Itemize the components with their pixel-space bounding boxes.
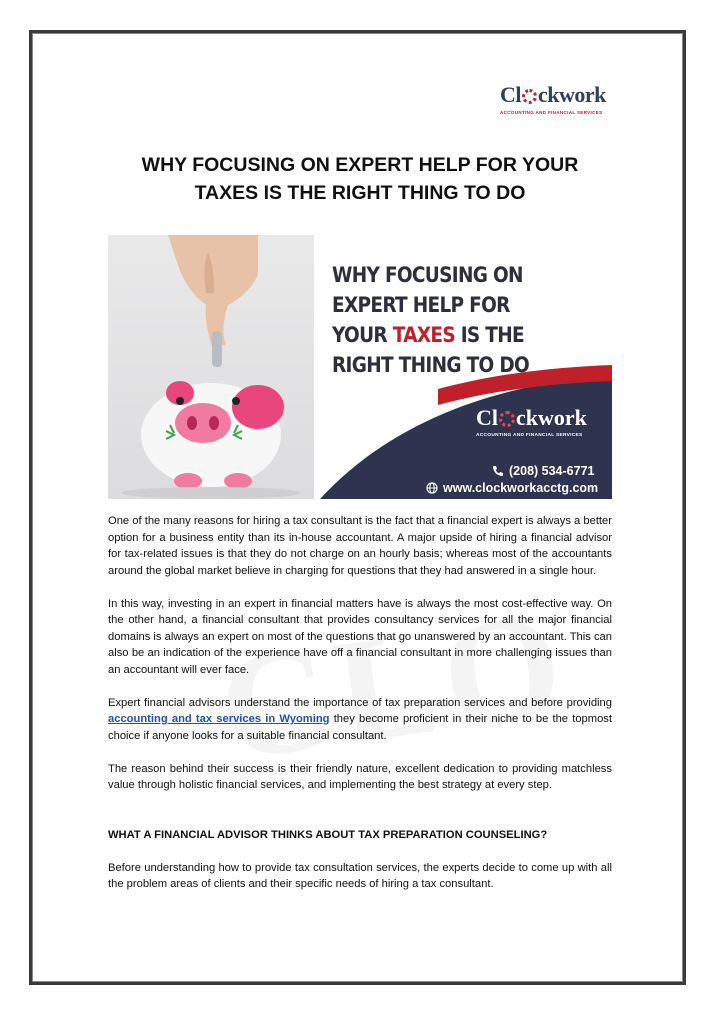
article-body [108, 513, 612, 909]
banner-phone [492, 464, 594, 478]
globe-icon [426, 482, 438, 494]
clock-gear-icon [522, 89, 537, 104]
banner-headline-part2: IS THE RIGHT THING TO DO [332, 323, 530, 378]
banner-headline-highlight: TAXES [392, 323, 455, 348]
paragraph-5: Before understanding how to provide tax consultation services, the experts decide to come up with all the problem areas of clients and their specific needs of hiring a tax consultant. [108, 861, 612, 890]
paragraph-3-start: Expert financial advisors understand the importance of tax preparation services and before providing [108, 696, 612, 709]
banner-brand-logo [476, 407, 596, 438]
wyoming-services-link[interactable]: accounting and tax services in Wyoming [108, 713, 330, 725]
banner-navy-shape [108, 235, 612, 499]
paragraph-4: The reason behind their success is their friendly nature, excellent dedication to providing matchless value through holistic financial services, and implementing the best strategy at every step. [108, 762, 612, 791]
logo-word-start: Cl [500, 82, 521, 107]
section-subheading: WHAT A FINANCIAL ADVISOR THINKS ABOUT TAX PREPARATION COUNSELING? [108, 828, 548, 841]
logo-tagline: ACCOUNTING AND FINANCIAL SERVICES [500, 110, 603, 115]
phone-icon [492, 465, 504, 477]
banner-website [426, 481, 598, 495]
clockwork-logo [500, 84, 612, 120]
banner-brand-tagline: ACCOUNTING AND FINANCIAL SERVICES [476, 433, 583, 438]
banner-clock-gear-icon [499, 411, 515, 427]
website-url: www.clockworkacctg.com [443, 481, 599, 495]
paragraph-1: One of the many reasons for hiring a tax consultant is the fact that a financial expert is always a better option for a business entity than its in-house accountant. A major upside of hiring a financial advisor for tax-related issues is that they do not charge on an hourly basis; whereas most of the accountants around the global market believe in charging for questions that they had answered in a single hour. [108, 515, 612, 577]
phone-number: (208) 534-6771 [509, 464, 595, 478]
logo-word-end: ckwork [538, 82, 606, 107]
banner-brand-end: ckwork [516, 405, 587, 430]
paragraph-2: In this way, investing in an expert in financial matters have is always the most cost-effective way. On the other hand, a financial consultant that provides consultancy services for all the major financial domains is always an expert on most of the questions that go unanswered by an accountant. This can also be an indication of the experience have off a financial consultant in more challenging issues than an accountant will ever face. [108, 597, 612, 676]
hero-banner-image [108, 235, 612, 499]
paragraph-3 [108, 695, 612, 745]
banner-brand-start: Cl [476, 405, 498, 430]
banner-headline-part1: WHY FOCUSING ON EXPERT HELP FOR YOUR [332, 263, 523, 348]
paragraph-3-end: they become proficient in their niche to be the topmost choice if anyone looks for a suitable financial consultant. [108, 713, 613, 742]
page-title: WHY FOCUSING ON EXPERT HELP FOR YOUR TAXES IS THE RIGHT THING TO DO [141, 154, 579, 204]
